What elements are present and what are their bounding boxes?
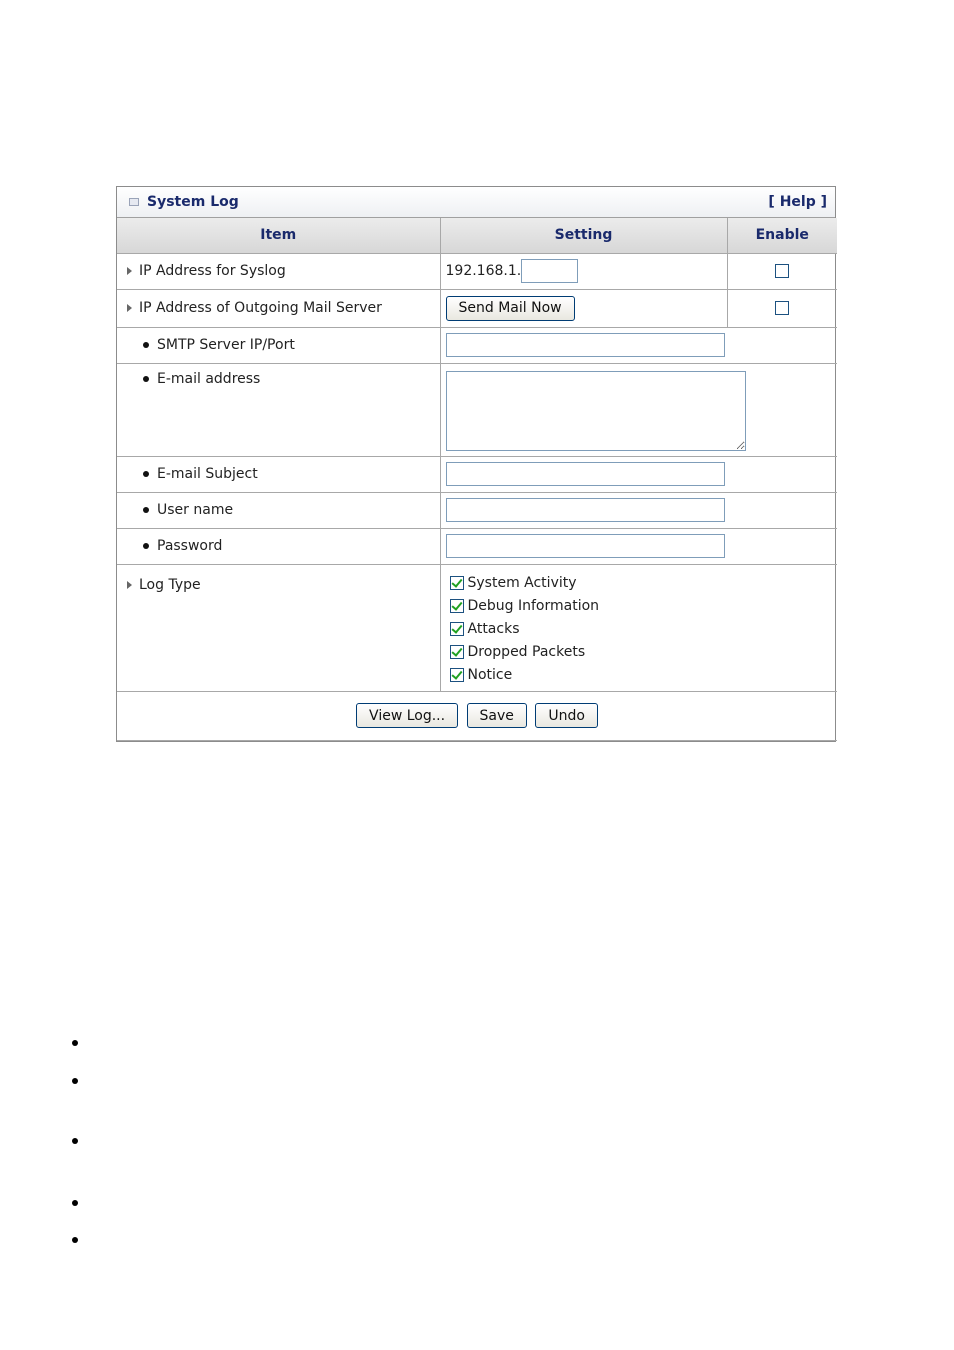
bullet-icon [143, 507, 149, 513]
list-bullet [72, 1040, 78, 1046]
item-cell [117, 528, 440, 564]
setting-cell [440, 289, 727, 327]
setting-cell [440, 363, 837, 456]
email-subject-input[interactable] [446, 462, 725, 486]
arrow-right-icon [127, 267, 132, 275]
enable-cell [727, 289, 837, 327]
enable-cell [727, 253, 837, 289]
bullet-icon [143, 376, 149, 382]
item-label: IP Address of Outgoing Mail Server [139, 300, 382, 316]
syslog-ip-input[interactable] [521, 259, 578, 283]
panel-title-wrap [129, 194, 239, 210]
syslog-enable-checkbox[interactable] [775, 264, 789, 278]
setting-cell [440, 327, 837, 363]
attacks-checkbox[interactable] [450, 622, 464, 636]
log-option [450, 618, 838, 641]
setting-cell [440, 253, 727, 289]
item-label: Log Type [139, 576, 201, 593]
smtp-server-input[interactable] [446, 333, 725, 357]
debug-information-checkbox[interactable] [450, 599, 464, 613]
help-link[interactable]: [ Help ] [768, 194, 827, 210]
option-label: Dropped Packets [467, 644, 586, 660]
row-mail-server [117, 289, 837, 327]
list-bullet [72, 1078, 78, 1084]
table-header-row [117, 218, 837, 253]
notice-checkbox[interactable] [450, 668, 464, 682]
row-email [117, 363, 837, 456]
save-button[interactable]: Save [467, 703, 527, 728]
item-cell [117, 289, 440, 327]
log-option [450, 572, 838, 595]
email-address-textarea[interactable] [446, 371, 746, 451]
item-label: E-mail Subject [157, 466, 258, 482]
undo-button[interactable]: Undo [535, 703, 598, 728]
item-label: Password [157, 538, 223, 554]
item-label: User name [157, 502, 234, 518]
mail-enable-checkbox[interactable] [775, 301, 789, 315]
window-icon [129, 198, 139, 206]
option-label: Debug Information [467, 598, 600, 614]
option-label: Attacks [467, 621, 520, 637]
item-cell [117, 492, 440, 528]
view-log-button[interactable]: View Log... [356, 703, 458, 728]
panel-titlebar [117, 187, 835, 218]
row-syslog [117, 253, 837, 289]
setting-cell [440, 492, 837, 528]
setting-cell [440, 528, 837, 564]
row-log-type [117, 564, 837, 691]
item-label: IP Address for Syslog [139, 263, 286, 279]
panel-title: System Log [147, 194, 239, 210]
row-smtp [117, 327, 837, 363]
item-cell [117, 253, 440, 289]
settings-table [117, 218, 837, 741]
item-label: SMTP Server IP/Port [157, 337, 295, 353]
item-cell [117, 564, 440, 691]
bullet-icon [143, 471, 149, 477]
option-label: System Activity [467, 575, 577, 591]
log-option [450, 641, 838, 664]
column-header-enable: Enable [727, 218, 837, 253]
item-label: E-mail address [157, 370, 261, 387]
item-cell [117, 363, 440, 456]
list-bullet [72, 1138, 78, 1144]
list-bullet [72, 1200, 78, 1206]
list-bullet [72, 1237, 78, 1243]
dropped-packets-checkbox[interactable] [450, 645, 464, 659]
ip-prefix: 192.168.1. [445, 263, 522, 279]
system-log-panel [116, 186, 836, 742]
system-activity-checkbox[interactable] [450, 576, 464, 590]
username-input[interactable] [446, 498, 725, 522]
bullet-icon [143, 543, 149, 549]
log-type-options [440, 564, 837, 691]
bullet-icon [143, 342, 149, 348]
column-header-item: Item [117, 218, 440, 253]
arrow-right-icon [127, 304, 132, 312]
send-mail-now-button[interactable]: Send Mail Now [446, 296, 575, 321]
row-actions [117, 691, 837, 740]
actions-cell [117, 691, 837, 740]
arrow-right-icon [127, 581, 132, 589]
password-input[interactable] [446, 534, 725, 558]
item-cell [117, 456, 440, 492]
row-username [117, 492, 837, 528]
column-header-setting: Setting [440, 218, 727, 253]
setting-cell [440, 456, 837, 492]
log-option [450, 664, 838, 687]
row-subject [117, 456, 837, 492]
item-cell [117, 327, 440, 363]
log-option [450, 595, 838, 618]
option-label: Notice [467, 667, 513, 683]
row-password [117, 528, 837, 564]
